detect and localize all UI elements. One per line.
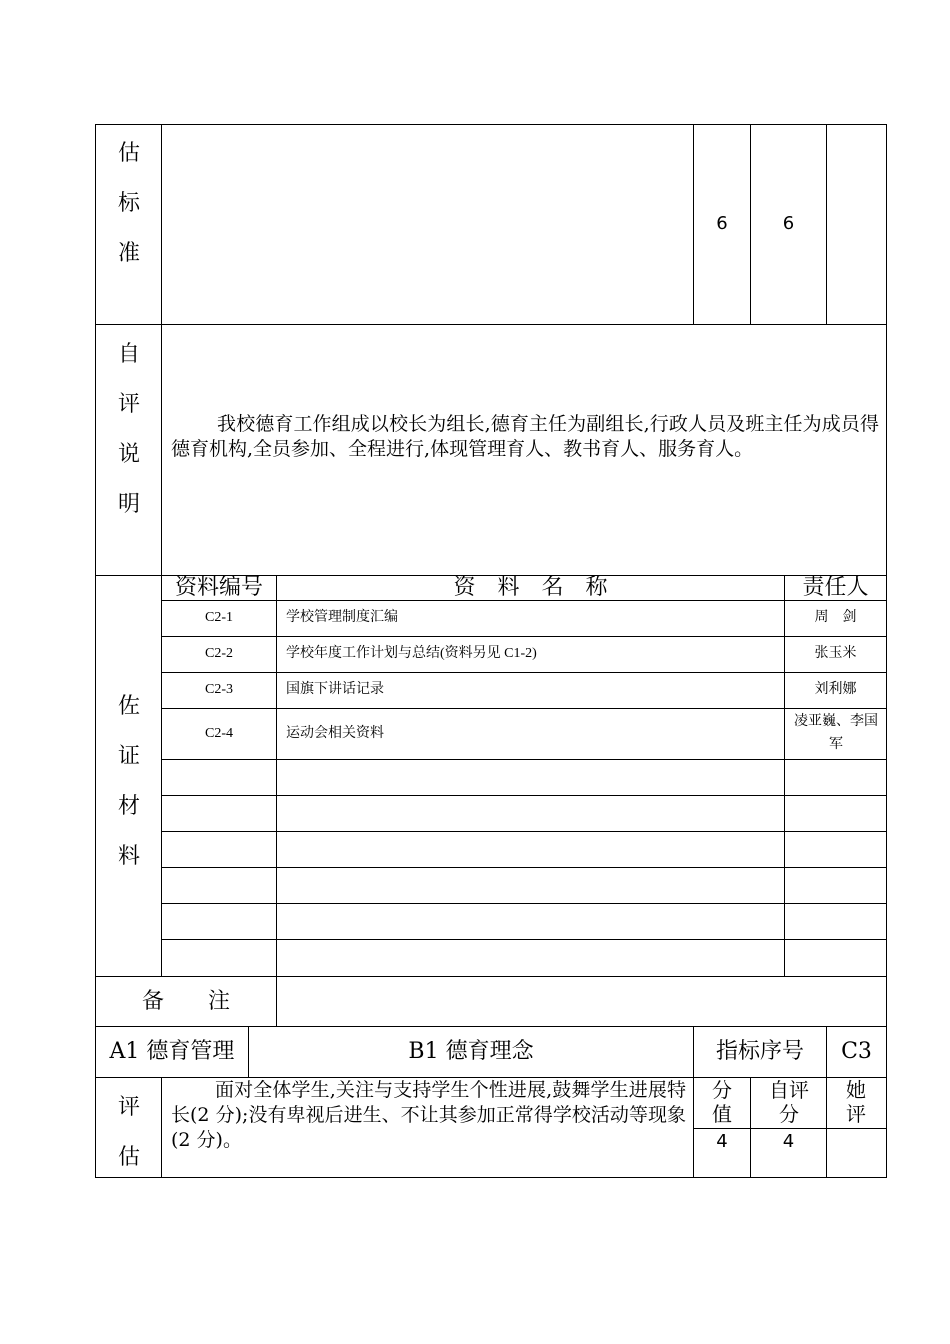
row-owner: 周 剑 <box>814 610 857 625</box>
self-score-header: 自评分 <box>769 1078 809 1126</box>
next-eval-label-char: 估 <box>117 1145 140 1170</box>
self-eval-label-char: 评 <box>117 392 140 417</box>
self-eval-text: 我校德育工作组成以校长为组长,德育主任为副组长,行政人员及班主任为成员得德育机构,全员参加、全程进行,体现管理育人、教书育人、服务育人。 <box>171 413 879 460</box>
self-eval-label-char: 说 <box>117 442 140 467</box>
header-name: 资 料 名 称 <box>453 575 608 600</box>
index-value: C3 <box>841 1039 872 1064</box>
row-name: 学校年度工作计划与总结(资料另见 C1-2) <box>286 646 537 661</box>
next-eval-label-char: 评 <box>117 1095 140 1120</box>
table-border-bottom <box>95 1177 887 1178</box>
category-a: A1 德育管理 <box>109 1039 235 1064</box>
row-code: C2-3 <box>205 682 233 697</box>
table-border-top <box>95 124 887 125</box>
row-name: 学校管理制度汇编 <box>286 610 398 625</box>
index-label: 指标序号 <box>715 1039 804 1064</box>
evidence-label-char: 材 <box>117 794 140 819</box>
next-eval-text: 面对全体学生,关注与支持学生个性进展,鼓舞学生进展特长(2 分);没有卑视后进生、不让其参加正常得学校活动等现象(2 分)。 <box>171 1079 686 1151</box>
row-code: C2-1 <box>205 610 233 625</box>
row-owner: 张玉米 <box>814 646 857 661</box>
self-score-value: 6 <box>782 213 795 234</box>
other-score-header: 她评 <box>846 1078 866 1126</box>
next-score-value: 4 <box>716 1131 728 1152</box>
self-eval-label-char: 明 <box>117 492 140 517</box>
score-header: 分值 <box>712 1078 732 1126</box>
score-value: 6 <box>716 213 728 234</box>
category-b: B1 德育理念 <box>408 1039 534 1064</box>
row-code: C2-2 <box>205 646 233 661</box>
next-self-score-value: 4 <box>782 1131 795 1152</box>
header-code: 资料编号 <box>174 575 263 600</box>
criteria-label-char: 标 <box>117 191 140 216</box>
row-name: 运动会相关资料 <box>286 726 384 741</box>
row-name: 国旗下讲话记录 <box>286 682 384 697</box>
criteria-label-char: 估 <box>117 141 140 166</box>
row-owner: 刘利娜 <box>814 682 857 697</box>
criteria-label-char: 准 <box>117 241 140 266</box>
row-code: C2-4 <box>205 726 233 741</box>
row-owner: 凌亚巍、李国军 <box>794 714 878 752</box>
evidence-label-char: 证 <box>117 744 140 769</box>
evidence-label-char: 料 <box>117 844 140 869</box>
remarks-label: 备 注 <box>141 989 230 1014</box>
evidence-label-char: 佐 <box>117 694 140 719</box>
remarks-value <box>277 977 886 1026</box>
header-owner: 责任人 <box>802 575 869 600</box>
table-border-right <box>886 124 887 1178</box>
self-eval-label-char: 自 <box>117 342 140 367</box>
